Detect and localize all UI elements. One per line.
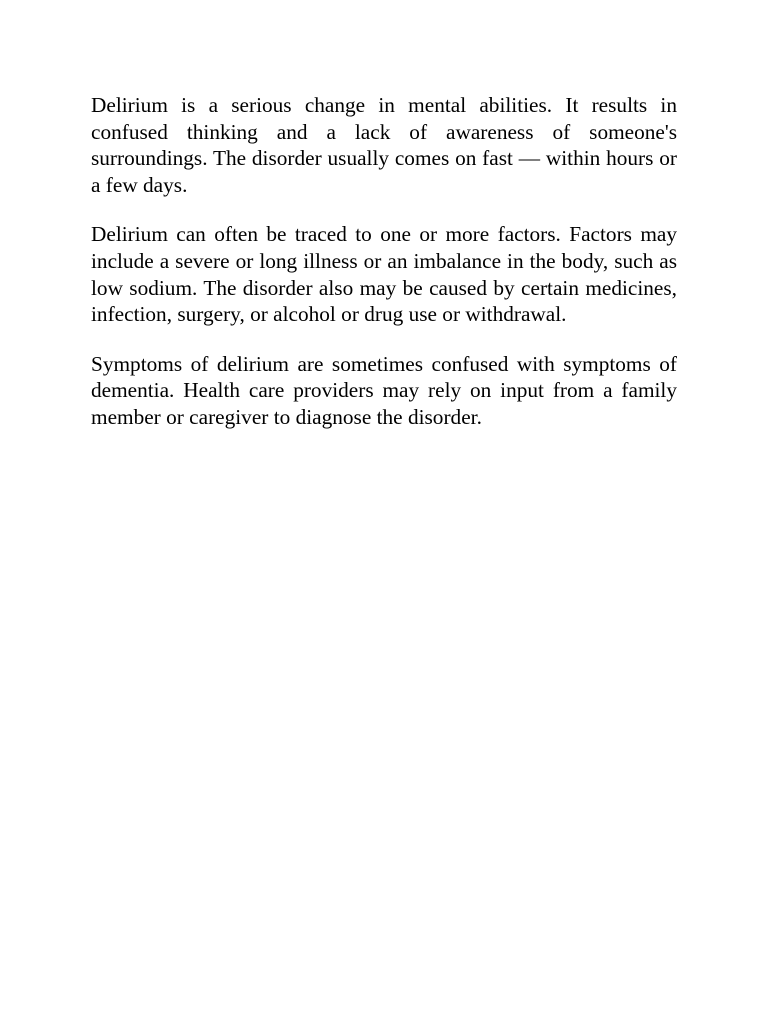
paragraph-causes: Delirium can often be traced to one or more factors. Factors may include a severe or long illness or an imbalance in the body, such as low sodium. The disorder also may be caused by certain medicines, infection, surgery, or alcohol or drug use or withdrawal. [91,222,677,327]
paragraph-diagnosis: Symptoms of delirium are sometimes confused with symptoms of dementia. Health care providers may rely on input from a family member or caregiver to diagnose the disorder. [91,351,677,429]
paragraph-definition: Delirium is a serious change in mental abilities. It results in confused thinking and a lack of awareness of someone's surroundings. The disorder usually comes on fast — within hours or a few days. [91,93,677,197]
document-page [91,92,677,454]
